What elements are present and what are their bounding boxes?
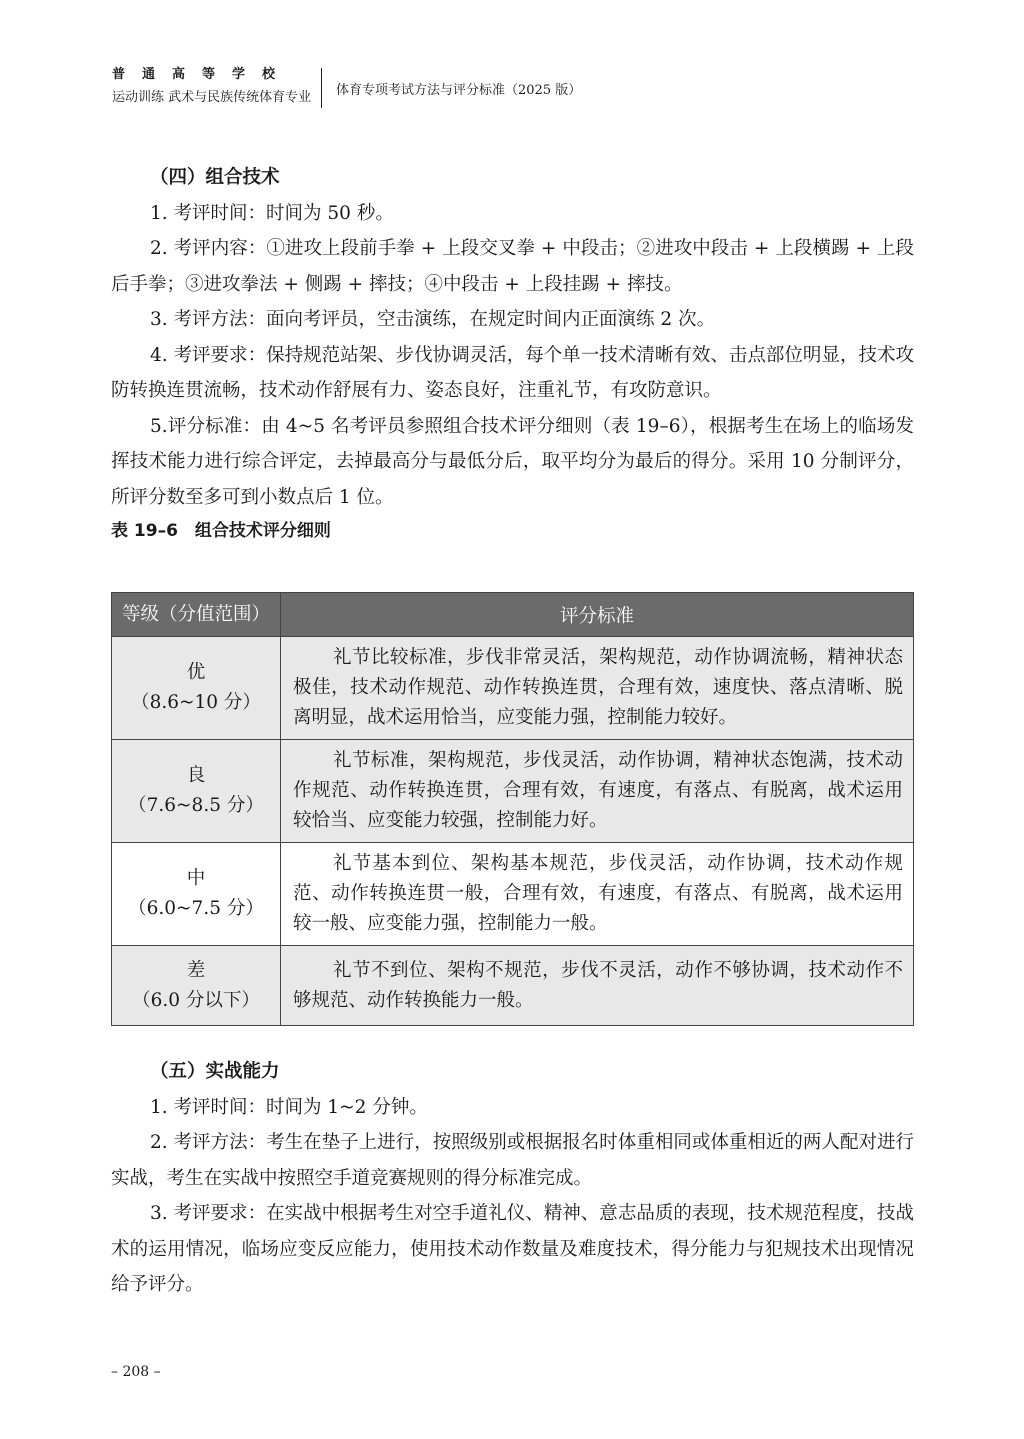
header-grade: 等级（分值范围） [112, 593, 281, 637]
criteria-cell [281, 637, 914, 740]
header-series-line1: 普通高等学校 [112, 67, 293, 82]
paragraph: 2. 考评方法：考生在垫子上进行，按照级别或根据报名时体重相同或体重相近的两人配对进行实战，考生在实战中按照空手道竞赛规则的得分标准完成。 [111, 1132, 914, 1189]
grade-range: （6.0 分以下） [132, 989, 260, 1011]
grade-cell [112, 843, 281, 946]
paragraph: 4. 考评要求：保持规范站架、步伐协调灵活，每个单一技术清晰有效、击点部位明显，技术攻防转换连贯流畅，技术动作舒展有力、姿态良好，注重礼节，有攻防意识。 [111, 344, 914, 401]
header-criteria: 评分标准 [281, 593, 914, 637]
table-row [112, 843, 914, 946]
paragraph: 1. 考评时间：时间为 1~2 分钟。 [150, 1096, 428, 1118]
paragraph: 5.评分标准：由 4~5 名考评员参照组合技术评分细则（表 19–6），根据考生在场上的临场发挥技术能力进行综合评定，去掉最高分与最低分后，取平均分为最后的得分。采用 10 分制评分，所评分数至多可到小数点后 1 位。 [111, 415, 914, 508]
section-heading: （五）实战能力 [150, 1061, 280, 1082]
grade-label: 优 [186, 662, 206, 683]
grade-range: （6.0~7.5 分） [128, 898, 264, 919]
grade-cell [112, 740, 281, 843]
table-row [112, 946, 914, 1026]
header-series [112, 66, 312, 108]
table-caption: 表 19–6 组合技术评分细则 [111, 521, 331, 541]
table-row [112, 637, 914, 740]
header-divider [321, 68, 322, 108]
section-heading: （四）组合技术 [150, 167, 280, 188]
page-number: – 208 – [111, 1364, 161, 1380]
grade-label: 良 [186, 765, 206, 786]
grade-cell [112, 637, 281, 740]
criteria-text: 礼节标准，架构规范，步伐灵活，动作协调，精神状态饱满，技术动作规范、动作转换连贯，合理有效，有速度，有落点、有脱离，战术运用较恰当、应变能力较强，控制能力好。 [293, 750, 903, 831]
criteria-cell [281, 946, 914, 1026]
section-combination-technique [111, 160, 914, 547]
header-book-title: 体育专项考试方法与评分标准（2025 版） [336, 83, 582, 98]
paragraph: 1. 考评时间：时间为 50 秒。 [150, 202, 394, 224]
paragraph: 3. 考评方法：面向考评员，空击演练，在规定时间内正面演练 2 次。 [150, 309, 716, 330]
grade-cell [112, 946, 281, 1026]
grade-range: （8.6~10 分） [131, 692, 261, 713]
criteria-text: 礼节基本到位、架构基本规范，步伐灵活，动作协调，技术动作规范、动作转换连贯一般，合理有效，有速度，有落点、有脱离，战术运用较一般、应变能力强，控制能力一般。 [293, 853, 903, 934]
criteria-text: 礼节比较标准，步伐非常灵活，架构规范，动作协调流畅，精神状态极佳，技术动作规范、动作转换连贯，合理有效，速度快、落点清晰、脱离明显，战术运用恰当，应变能力强，控制能力较好。 [293, 647, 903, 728]
paragraph: 3. 考评要求：在实战中根据考生对空手道礼仪、精神、意志品质的表现，技术规范程度，技战术的运用情况，临场应变反应能力，使用技术动作数量及难度技术，得分能力与犯规技术出现情况给予评分。 [111, 1203, 914, 1295]
section-sparring-ability [111, 1054, 914, 1303]
table-row [112, 740, 914, 843]
criteria-text: 礼节不到位、架构不规范，步伐不灵活，动作不够协调，技术动作不够规范、动作转换能力一般。 [293, 959, 903, 1011]
grade-label: 中 [186, 868, 206, 889]
criteria-cell [281, 740, 914, 843]
header-series-line2: 运动训练 武术与民族传统体育专业 [112, 90, 312, 105]
criteria-cell [281, 843, 914, 946]
paragraph: 2. 考评内容：①进攻上段前手拳 + 上段交叉拳 + 中段击；②进攻中段击 + 上段横踢 + 上段后手拳；③进攻拳法 + 侧踢 + 摔技；④中段击 + 上段挂踢 + 摔技。 [111, 238, 914, 295]
scoring-table [111, 592, 914, 1026]
grade-label: 差 [186, 959, 206, 981]
table-header-row [112, 593, 914, 637]
grade-range: （7.6~8.5 分） [128, 795, 264, 816]
